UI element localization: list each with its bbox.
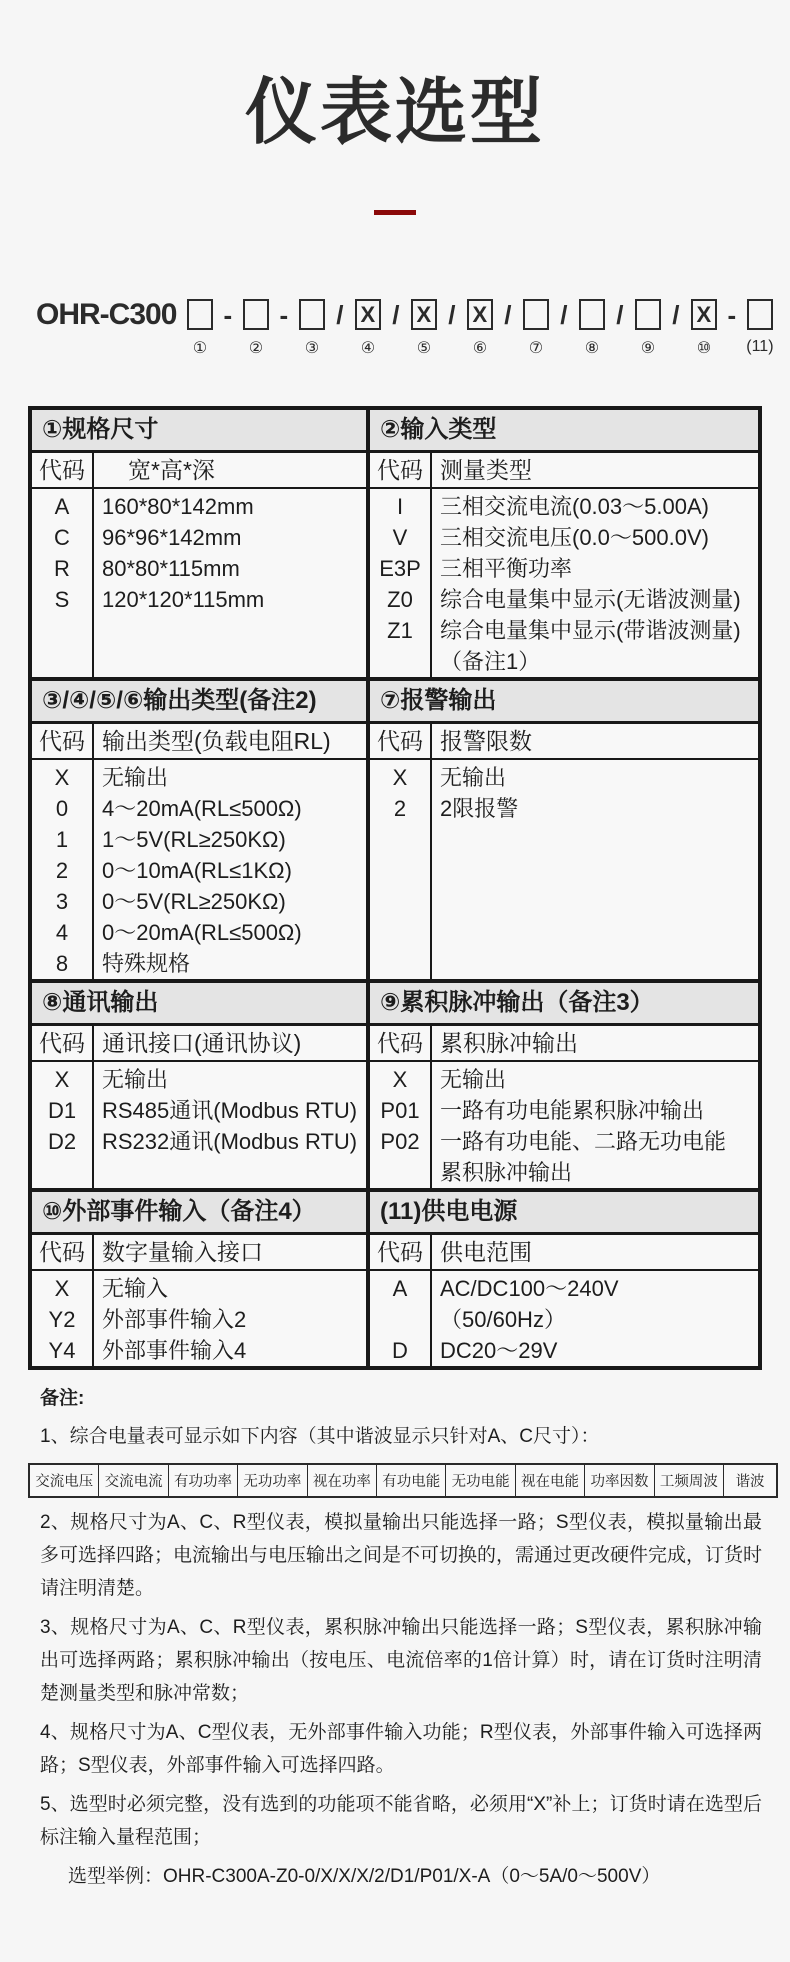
code-column bbox=[32, 760, 94, 979]
model-code-slot bbox=[466, 299, 493, 358]
value-column bbox=[94, 489, 366, 677]
row-value: 无输出 bbox=[440, 765, 507, 790]
display-item-cell: 工频周波 bbox=[655, 1465, 724, 1496]
row-code: A bbox=[392, 1276, 408, 1301]
code-connector: / bbox=[392, 300, 400, 330]
code-column bbox=[32, 489, 94, 677]
model-code-slot bbox=[578, 299, 605, 358]
row-value: RS485通讯(Modbus RTU) bbox=[102, 1098, 358, 1123]
input-type-rows bbox=[370, 489, 758, 677]
row-code: V bbox=[392, 525, 408, 550]
value-column bbox=[432, 1062, 758, 1188]
row-code: Z1 bbox=[387, 618, 413, 643]
row-code: Y4 bbox=[48, 1338, 76, 1363]
code-box-empty bbox=[299, 299, 325, 330]
note-4: 4、规格尺寸为A、C型仪表，无外部事件输入功能；R型仪表，外部事件输入可选择两路；S型仪表，外部事件输入可选择四路。 bbox=[40, 1722, 762, 1776]
row-code: X bbox=[54, 1067, 70, 1092]
code-box-empty bbox=[523, 299, 549, 330]
power-supply-section bbox=[370, 1192, 758, 1366]
code-connector: / bbox=[560, 300, 568, 330]
value-column bbox=[432, 760, 758, 979]
row-value: 160*80*142mm bbox=[102, 494, 254, 519]
output-type-title: ③/④/⑤/⑥输出类型(备注2) bbox=[32, 681, 366, 724]
input-type-section bbox=[370, 410, 758, 677]
slot-number: ② bbox=[248, 340, 264, 357]
value-col-header: 测量类型 bbox=[440, 457, 532, 483]
value-column bbox=[94, 1062, 366, 1188]
model-prefix: OHR-C300 bbox=[36, 298, 177, 331]
notes-section bbox=[35, 1384, 765, 1893]
code-connector: - bbox=[279, 300, 289, 330]
row-code: I bbox=[396, 494, 404, 519]
code-column bbox=[370, 760, 432, 979]
row-code: Y2 bbox=[48, 1307, 76, 1332]
model-code-slot bbox=[746, 299, 773, 356]
row-code bbox=[370, 646, 430, 677]
event-input-section bbox=[32, 1192, 370, 1366]
note-1: 1、综合电量表可显示如下内容（其中谐波显示只针对A、C尺寸）： bbox=[40, 1426, 600, 1447]
code-connector: / bbox=[448, 300, 456, 330]
display-item-cell: 视在电能 bbox=[516, 1465, 585, 1496]
display-item-cell: 交流电流 bbox=[99, 1465, 168, 1496]
row-value: 80*80*115mm bbox=[102, 556, 240, 581]
code-box-empty bbox=[243, 299, 269, 330]
value-col-header: 输出类型(负载电阻RL) bbox=[102, 728, 331, 754]
code-connector: - bbox=[223, 300, 233, 330]
value-col-header: 累积脉冲输出 bbox=[440, 1030, 578, 1056]
row-value: 外部事件输入4 bbox=[102, 1338, 247, 1363]
slot-number: ④ bbox=[360, 340, 376, 357]
row-value: 1～5V(RL≥250KΩ) bbox=[102, 827, 286, 852]
row-value: （备注1） bbox=[440, 649, 541, 674]
row-value: 120*120*115mm bbox=[102, 587, 265, 612]
display-items-table bbox=[28, 1463, 778, 1498]
output-type-section bbox=[32, 681, 370, 979]
selection-table bbox=[28, 406, 762, 1370]
row-code: D2 bbox=[47, 1129, 77, 1154]
comm-output-col-head bbox=[32, 1026, 366, 1062]
code-box-empty bbox=[579, 299, 605, 330]
model-code-slot bbox=[242, 299, 269, 358]
model-code-slot bbox=[690, 299, 717, 358]
row-value: 4～20mA(RL≤500Ω) bbox=[102, 796, 302, 821]
code-box-filled: X bbox=[411, 299, 437, 330]
alarm-output-col-head bbox=[370, 724, 758, 760]
event-input-title: ⑩外部事件输入（备注4） bbox=[32, 1192, 366, 1235]
code-column bbox=[32, 1062, 94, 1188]
alarm-output-rows bbox=[370, 760, 758, 979]
output-type-col-head bbox=[32, 724, 366, 760]
spec-size-rows bbox=[32, 489, 366, 677]
row-code: P01 bbox=[380, 1098, 420, 1123]
power-supply-rows bbox=[370, 1271, 758, 1366]
display-item-cell: 谐波 bbox=[735, 1474, 765, 1490]
value-col-header: 报警限数 bbox=[440, 728, 532, 754]
power-supply-col-head bbox=[370, 1235, 758, 1271]
band-event-and-power bbox=[32, 1188, 758, 1366]
comm-output-section bbox=[32, 983, 370, 1188]
slot-number: ① bbox=[192, 340, 208, 357]
input-type-title: ②输入类型 bbox=[370, 410, 758, 453]
row-value: 无输出 bbox=[102, 1067, 169, 1092]
row-value: 外部事件输入2 bbox=[102, 1307, 247, 1332]
row-code: S bbox=[54, 587, 70, 612]
row-value: 特殊规格 bbox=[102, 951, 191, 976]
spec-size-col-head bbox=[32, 453, 366, 489]
row-value: 无输出 bbox=[102, 765, 169, 790]
code-box-empty bbox=[635, 299, 661, 330]
model-code-slot bbox=[634, 299, 661, 358]
value-col-header: 宽*高*深 bbox=[128, 457, 215, 483]
pulse-output-section bbox=[370, 983, 758, 1188]
row-code: 8 bbox=[55, 951, 69, 976]
row-code: 0 bbox=[55, 796, 69, 821]
spec-size-title: ①规格尺寸 bbox=[32, 410, 366, 453]
row-code: 3 bbox=[55, 889, 69, 914]
row-value: 三相交流电流(0.03～5.00A) bbox=[440, 494, 709, 519]
row-code: P02 bbox=[380, 1129, 420, 1154]
code-col-header: 代码 bbox=[370, 1235, 432, 1269]
value-col-header: 数字量输入接口 bbox=[102, 1239, 263, 1265]
model-code-line bbox=[36, 299, 790, 358]
page-title: 仪表选型 bbox=[244, 73, 545, 153]
code-col-header: 代码 bbox=[32, 1026, 94, 1060]
pulse-output-col-head bbox=[370, 1026, 758, 1062]
code-col-header: 代码 bbox=[32, 1235, 94, 1269]
slot-number: ⑦ bbox=[528, 340, 544, 357]
code-column bbox=[370, 1271, 432, 1366]
display-item-cell: 有功功率 bbox=[169, 1465, 238, 1496]
row-code bbox=[370, 1157, 430, 1188]
row-value: 累积脉冲输出 bbox=[440, 1160, 573, 1185]
model-code-slots bbox=[186, 299, 773, 358]
code-col-header: 代码 bbox=[370, 453, 432, 487]
row-code: X bbox=[392, 1067, 408, 1092]
model-code-slot bbox=[410, 299, 437, 358]
row-code: 1 bbox=[55, 827, 69, 852]
code-connector: / bbox=[504, 300, 512, 330]
slot-number: ⑥ bbox=[472, 340, 488, 357]
row-code: X bbox=[54, 765, 70, 790]
band-output-and-alarm bbox=[32, 677, 758, 979]
value-col-header: 供电范围 bbox=[440, 1239, 532, 1265]
row-value: （50/60Hz） bbox=[440, 1307, 566, 1332]
ordering-example: 选型举例：OHR-C300A-Z0-0/X/X/X/2/D1/P01/X-A（0～5A/0～500V） bbox=[68, 1866, 661, 1887]
model-code-slot bbox=[298, 299, 325, 358]
row-value: 一路有功电能累积脉冲输出 bbox=[440, 1098, 705, 1123]
row-value: 0～20mA(RL≤500Ω) bbox=[102, 920, 302, 945]
row-code bbox=[370, 1304, 430, 1335]
notes-heading: 备注: bbox=[40, 1388, 85, 1409]
alarm-output-title: ⑦报警输出 bbox=[370, 681, 758, 724]
row-value: 综合电量集中显示(无谐波测量) bbox=[440, 587, 741, 612]
row-code: E3P bbox=[379, 556, 421, 581]
code-box-empty bbox=[187, 299, 213, 330]
row-code: R bbox=[54, 556, 70, 581]
code-box-empty bbox=[747, 299, 773, 330]
row-code: C bbox=[54, 525, 70, 550]
slot-number: ⑩ bbox=[696, 340, 712, 357]
code-col-header: 代码 bbox=[370, 724, 432, 758]
code-column bbox=[32, 1271, 94, 1366]
row-value: 无输入 bbox=[102, 1276, 169, 1301]
code-connector: / bbox=[336, 300, 344, 330]
code-box-filled: X bbox=[691, 299, 717, 330]
band-comm-and-pulse bbox=[32, 979, 758, 1188]
slot-number: ⑤ bbox=[416, 340, 432, 357]
note-2: 2、规格尺寸为A、C、R型仪表，模拟量输出只能选择一路；S型仪表，模拟量输出最多可选择四路；电流输出与电压输出之间是不可切换的，需通过更改硬件完成，订货时请注明清楚。 bbox=[40, 1512, 763, 1599]
row-value: AC/DC100～240V bbox=[440, 1276, 619, 1301]
row-value: 一路有功电能、二路无功电能 bbox=[440, 1129, 727, 1154]
event-input-col-head bbox=[32, 1235, 366, 1271]
accent-dash bbox=[374, 210, 416, 215]
output-type-rows bbox=[32, 760, 366, 979]
display-item-cell: 功率因数 bbox=[585, 1465, 654, 1496]
code-col-header: 代码 bbox=[370, 1026, 432, 1060]
input-type-col-head bbox=[370, 453, 758, 489]
code-connector: / bbox=[672, 300, 680, 330]
code-connector: / bbox=[616, 300, 624, 330]
row-value: 0～5V(RL≥250KΩ) bbox=[102, 889, 286, 914]
row-code: D1 bbox=[47, 1098, 77, 1123]
row-value: 96*96*142mm bbox=[102, 525, 242, 550]
row-code: Z0 bbox=[387, 587, 413, 612]
model-code-slot bbox=[522, 299, 549, 358]
note-3: 3、规格尺寸为A、C、R型仪表，累积脉冲输出只能选择一路；S型仪表，累积脉冲输出可选择两路；累积脉冲输出（按电压、电流倍率的1倍计算）时，请在订货时注明清楚测量类型和脉冲常数； bbox=[40, 1617, 762, 1704]
row-value: 三相交流电压(0.0～500.0V) bbox=[440, 525, 709, 550]
row-code: 2 bbox=[55, 858, 69, 883]
note-5: 5、选型时必须完整，没有选到的功能项不能省略，必须用“X”补上；订货时请在选型后标注输入量程范围； bbox=[40, 1794, 762, 1848]
code-connector: - bbox=[727, 300, 737, 330]
power-supply-title: (11)供电电源 bbox=[370, 1192, 758, 1235]
row-code: 2 bbox=[393, 796, 407, 821]
slot-number: ⑨ bbox=[640, 340, 656, 357]
value-column bbox=[432, 1271, 758, 1366]
row-value: 2限报警 bbox=[440, 796, 519, 821]
display-item-cell: 无功电能 bbox=[446, 1465, 515, 1496]
row-code: X bbox=[54, 1276, 70, 1301]
display-item-cell: 视在功率 bbox=[308, 1465, 377, 1496]
code-column bbox=[370, 1062, 432, 1188]
slot-number: (11) bbox=[746, 338, 774, 355]
display-item-cell: 交流电压 bbox=[30, 1465, 99, 1496]
spec-size-section bbox=[32, 410, 370, 677]
row-code: D bbox=[392, 1338, 408, 1363]
row-value: DC20～29V bbox=[440, 1338, 558, 1363]
code-box-filled: X bbox=[467, 299, 493, 330]
row-value: RS232通讯(Modbus RTU) bbox=[102, 1129, 358, 1154]
row-value: 0～10mA(RL≤1KΩ) bbox=[102, 858, 292, 883]
slot-number: ⑧ bbox=[584, 340, 600, 357]
pulse-output-title: ⑨累积脉冲输出（备注3） bbox=[370, 983, 758, 1026]
row-value: 三相平衡功率 bbox=[440, 556, 573, 581]
row-code: X bbox=[392, 765, 408, 790]
model-code-slot bbox=[354, 299, 381, 358]
comm-output-rows bbox=[32, 1062, 366, 1188]
code-col-header: 代码 bbox=[32, 724, 94, 758]
event-input-rows bbox=[32, 1271, 366, 1366]
model-code-slot bbox=[186, 299, 213, 358]
value-column bbox=[432, 489, 758, 677]
code-box-filled: X bbox=[355, 299, 381, 330]
comm-output-title: ⑧通讯输出 bbox=[32, 983, 366, 1026]
display-item-cell: 有功电能 bbox=[377, 1465, 446, 1496]
value-column bbox=[94, 760, 366, 979]
pulse-output-rows bbox=[370, 1062, 758, 1188]
alarm-output-section bbox=[370, 681, 758, 979]
slot-number: ③ bbox=[304, 340, 320, 357]
row-code: A bbox=[54, 494, 70, 519]
row-value: 无输出 bbox=[440, 1067, 507, 1092]
row-value: 综合电量集中显示(带谐波测量) bbox=[440, 618, 741, 643]
row-code: 4 bbox=[55, 920, 69, 945]
code-col-header: 代码 bbox=[32, 453, 94, 487]
value-column bbox=[94, 1271, 366, 1366]
band-spec-and-input bbox=[32, 410, 758, 677]
code-column bbox=[370, 489, 432, 677]
value-col-header: 通讯接口(通讯协议) bbox=[102, 1030, 302, 1056]
display-item-cell: 无功功率 bbox=[238, 1465, 307, 1496]
